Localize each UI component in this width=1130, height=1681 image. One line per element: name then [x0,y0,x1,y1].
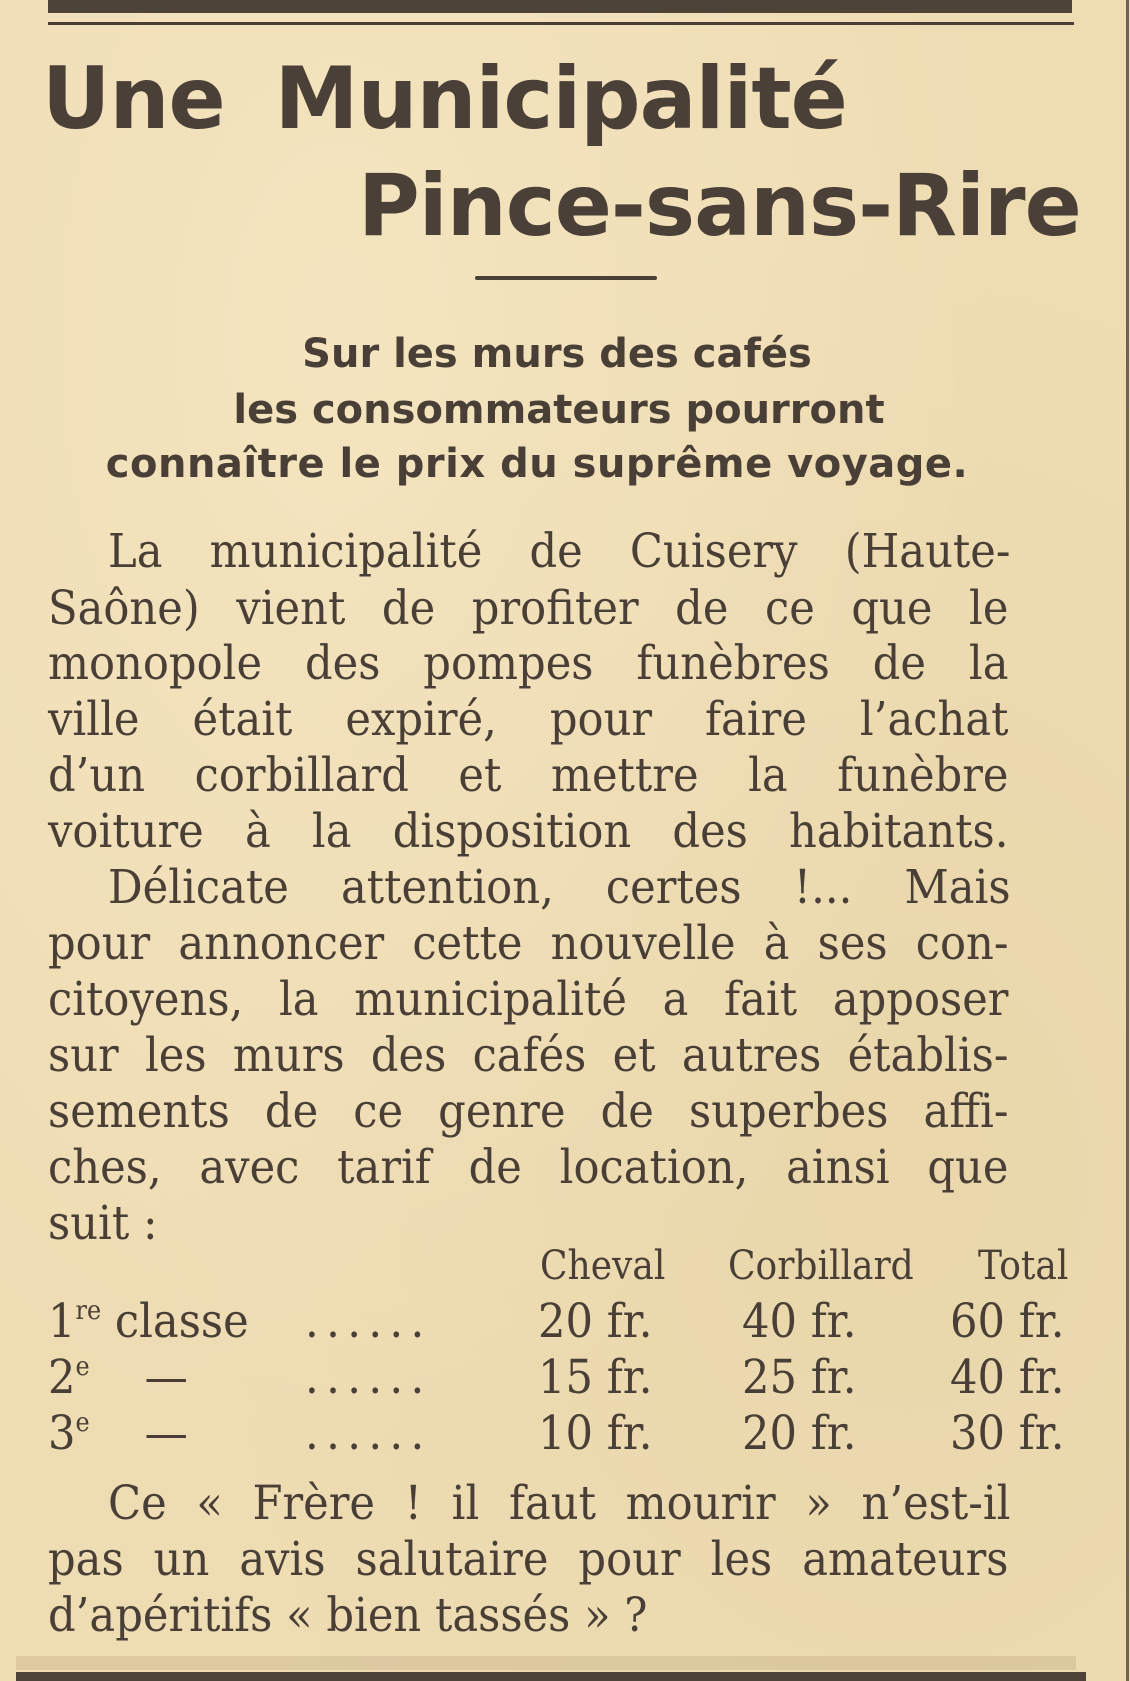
body-line: La municipalité de Cuisery (Haute- [108,524,1011,579]
body-line: ville était expiré, pour faire l’achat [48,692,1009,747]
cell-total: 30 fr. [950,1406,1065,1461]
cell-corbillard: 40 fr. [742,1294,857,1349]
cell-total: 60 fr. [950,1294,1065,1349]
cell-cheval: 15 fr. [538,1350,653,1405]
body-line: monopole des pompes funèbres de la [48,636,1009,691]
class-label: 3e — [48,1406,188,1461]
cell-cheval: 20 fr. [538,1294,653,1349]
column-rule [1126,0,1129,1681]
body-line: citoyens, la municipalité a fait apposer [48,972,1009,1027]
body-line: sur les murs des cafés et autres établis- [48,1028,1009,1083]
body-line: sements de ce genre de superbes affi- [48,1084,1009,1139]
subheadline-line-1: Sur les murs des cafés [302,331,812,377]
body-line: suit : [48,1196,158,1251]
body-line: d’un corbillard et mettre la funèbre [48,748,1009,803]
bottom-shade [16,1656,1076,1670]
body-line: Délicate attention, certes !... Mais [108,860,1011,915]
body-line: voiture à la disposition des habitants. [48,804,1009,859]
body-line: Saône) vient de profiter de ce que le [48,581,1009,636]
table-header-cheval: Cheval [540,1243,666,1289]
cell-corbillard: 25 fr. [742,1350,857,1405]
body-line: ches, avec tarif de location, ainsi que [48,1140,1009,1195]
closing-line: Ce « Frère ! il faut mourir » n’est-il [108,1476,1011,1531]
table-header-corbillard: Corbillard [728,1243,914,1289]
closing-line: d’apéritifs « bien tassés » ? [48,1588,648,1643]
cell-corbillard: 20 fr. [742,1406,857,1461]
bottom-border-bar [16,1672,1086,1681]
class-label: 1re classe [48,1294,249,1349]
leader-dots: ...... [305,1294,432,1349]
subheadline-line-2: les consommateurs pourront [233,387,885,433]
headline-line-1: Une Municipalité [42,49,847,149]
headline-separator [475,276,657,280]
body-line: pour annoncer cette nouvelle à ses con- [48,916,1009,971]
closing-line: pas un avis salutaire pour les amateurs [48,1532,1009,1587]
subheadline-line-3: connaître le prix du suprême voyage. [105,441,969,487]
table-header-total: Total [978,1243,1069,1289]
leader-dots: ...... [305,1350,432,1405]
top-rule [48,22,1074,25]
cell-cheval: 10 fr. [538,1406,653,1461]
cell-total: 40 fr. [950,1350,1065,1405]
class-label: 2e — [48,1350,188,1405]
top-border-bar [48,0,1072,13]
leader-dots: ...... [305,1406,432,1461]
headline-line-2: Pince-sans-Rire [358,156,1081,256]
